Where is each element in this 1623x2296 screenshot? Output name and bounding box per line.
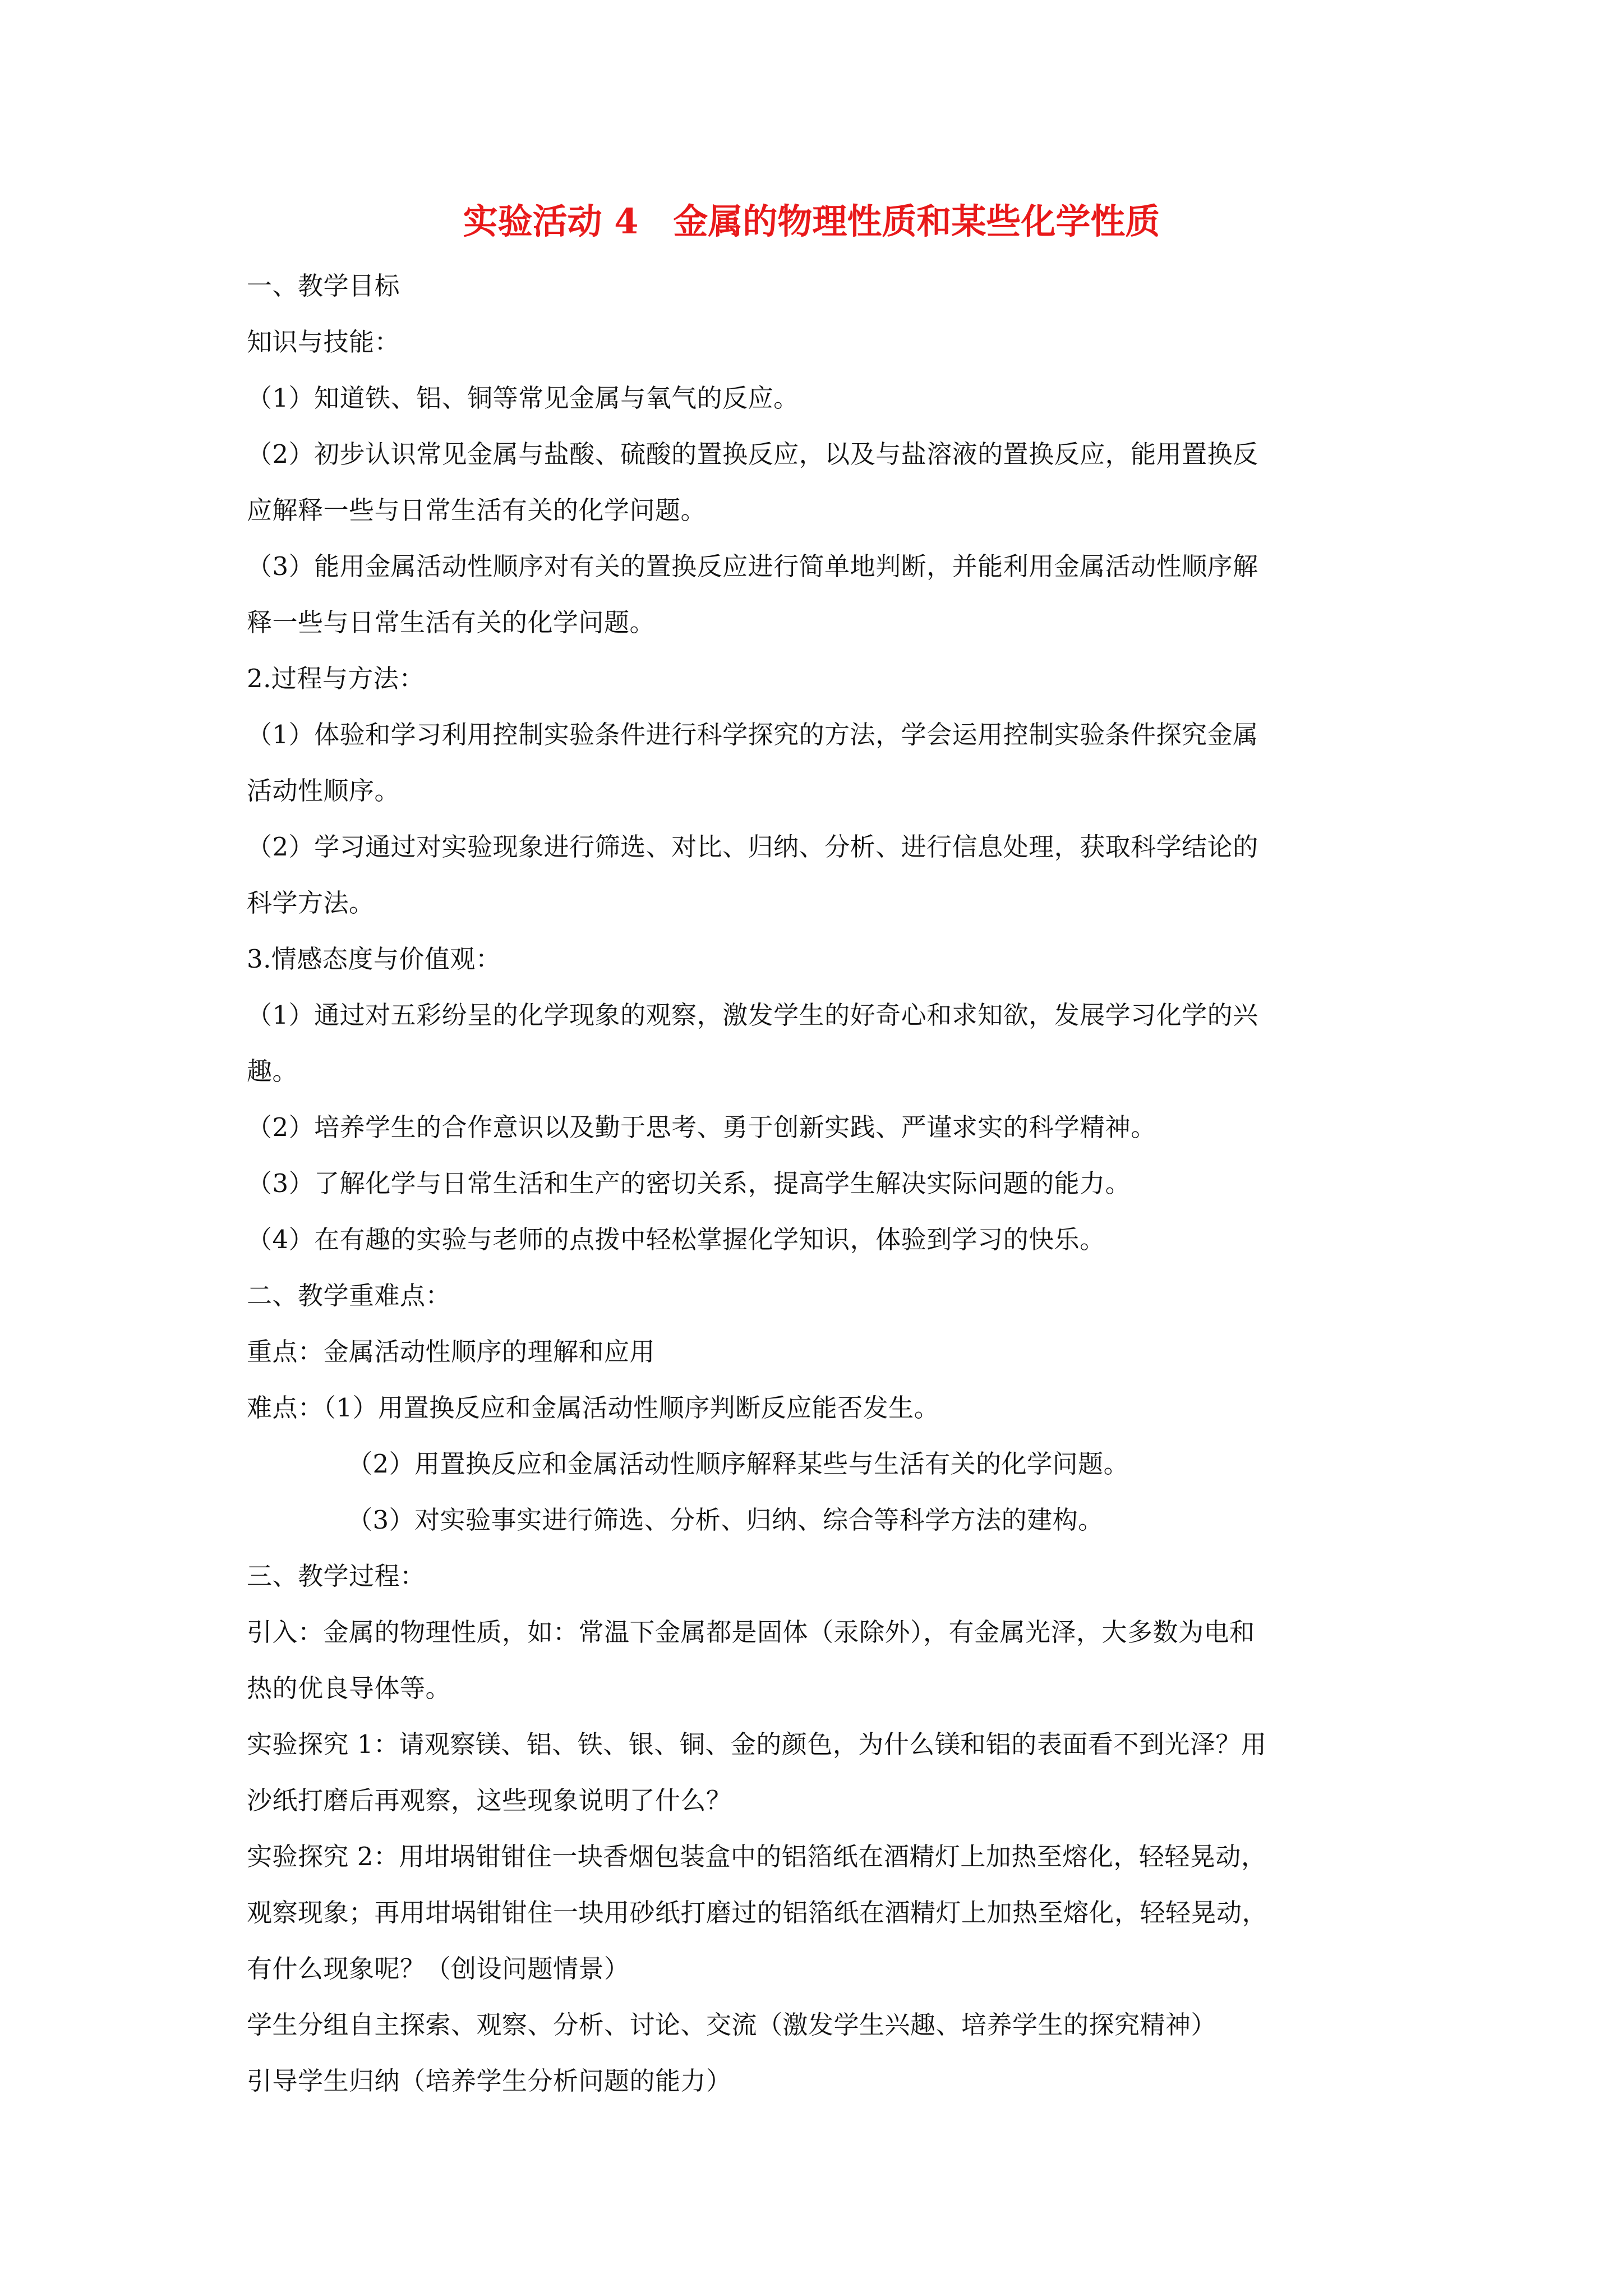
paragraph-line: （2）初步认识常见金属与盐酸、硫酸的置换反应，以及与盐溶液的置换反应，能用置换反	[247, 439, 1258, 469]
paragraph-line: （2）学习通过对实验现象进行筛选、对比、归纳、分析、进行信息处理，获取科学结论的	[247, 832, 1258, 862]
page-title: 实验活动 4 金属的物理性质和某些化学性质	[463, 201, 1160, 242]
subheading-attitudes-values: 3.情感态度与价值观：	[247, 944, 501, 974]
paragraph-line: （4）在有趣的实验与老师的点拨中轻松掌握化学知识，体验到学习的快乐。	[247, 1225, 1105, 1254]
paragraph-line: （2）培养学生的合作意识以及勤于思考、勇于创新实践、严谨求实的科学精神。	[247, 1112, 1156, 1142]
paragraph-line: 趣。	[247, 1056, 298, 1086]
paragraph-line: 学生分组自主探索、观察、分析、讨论、交流（激发学生兴趣、培养学生的探究精神）	[247, 2010, 1217, 2040]
subheading-knowledge-skills: 知识与技能：	[247, 327, 400, 357]
paragraph-line: 热的优良导体等。	[247, 1673, 451, 1703]
paragraph-line: （1）体验和学习利用控制实验条件进行科学探究的方法，学会运用控制实验条件探究金属	[247, 720, 1258, 749]
paragraph-line: 重点：金属活动性顺序的理解和应用	[247, 1337, 656, 1366]
paragraph-line: 引导学生归纳（培养学生分析问题的能力）	[247, 2066, 732, 2096]
paragraph-line: （1）知道铁、铝、铜等常见金属与氧气的反应。	[247, 383, 799, 413]
section-heading-teaching-goals: 一、教学目标	[247, 271, 400, 301]
paragraph-line: 引入：金属的物理性质，如：常温下金属都是固体（汞除外），有金属光泽，大多数为电和	[247, 1617, 1255, 1647]
paragraph-line: 沙纸打磨后再观察，这些现象说明了什么？	[247, 1786, 732, 1815]
paragraph-line: （3）能用金属活动性顺序对有关的置换反应进行简单地判断，并能利用金属活动性顺序解	[247, 551, 1258, 581]
paragraph-line: 释一些与日常生活有关的化学问题。	[247, 608, 656, 637]
subheading-process-methods: 2.过程与方法：	[247, 664, 425, 693]
paragraph-line: 有什么现象呢？（创设问题情景）	[247, 1954, 630, 1984]
paragraph-line: 观察现象；再用坩埚钳钳住一块用砂纸打磨过的铝箔纸在酒精灯上加热至熔化，轻轻晃动，	[247, 1898, 1268, 1927]
paragraph-line: 实验探究 1：请观察镁、铝、铁、银、铜、金的颜色，为什么镁和铝的表面看不到光泽？用	[247, 1729, 1267, 1759]
paragraph-line: （2）用置换反应和金属活动性顺序解释某些与生活有关的化学问题。	[347, 1449, 1129, 1479]
paragraph-line: （3）对实验事实进行筛选、分析、归纳、综合等科学方法的建构。	[347, 1505, 1104, 1535]
paragraph-line: 科学方法。	[247, 888, 375, 918]
paragraph-line: 实验探究 2：用坩埚钳钳住一块香烟包装盒中的铝箔纸在酒精灯上加热至熔化，轻轻晃动，	[247, 1842, 1267, 1871]
paragraph-line: 难点：（1）用置换反应和金属活动性顺序判断反应能否发生。	[247, 1393, 940, 1423]
section-heading-key-points: 二、教学重难点：	[247, 1281, 451, 1310]
paragraph-line: （3）了解化学与日常生活和生产的密切关系，提高学生解决实际问题的能力。	[247, 1168, 1131, 1198]
paragraph-line: 活动性顺序。	[247, 776, 400, 806]
section-heading-teaching-process: 三、教学过程：	[247, 1561, 426, 1591]
paragraph-line: （1）通过对五彩纷呈的化学现象的观察，激发学生的好奇心和求知欲，发展学习化学的兴	[247, 1000, 1258, 1030]
paragraph-line: 应解释一些与日常生活有关的化学问题。	[247, 495, 707, 525]
